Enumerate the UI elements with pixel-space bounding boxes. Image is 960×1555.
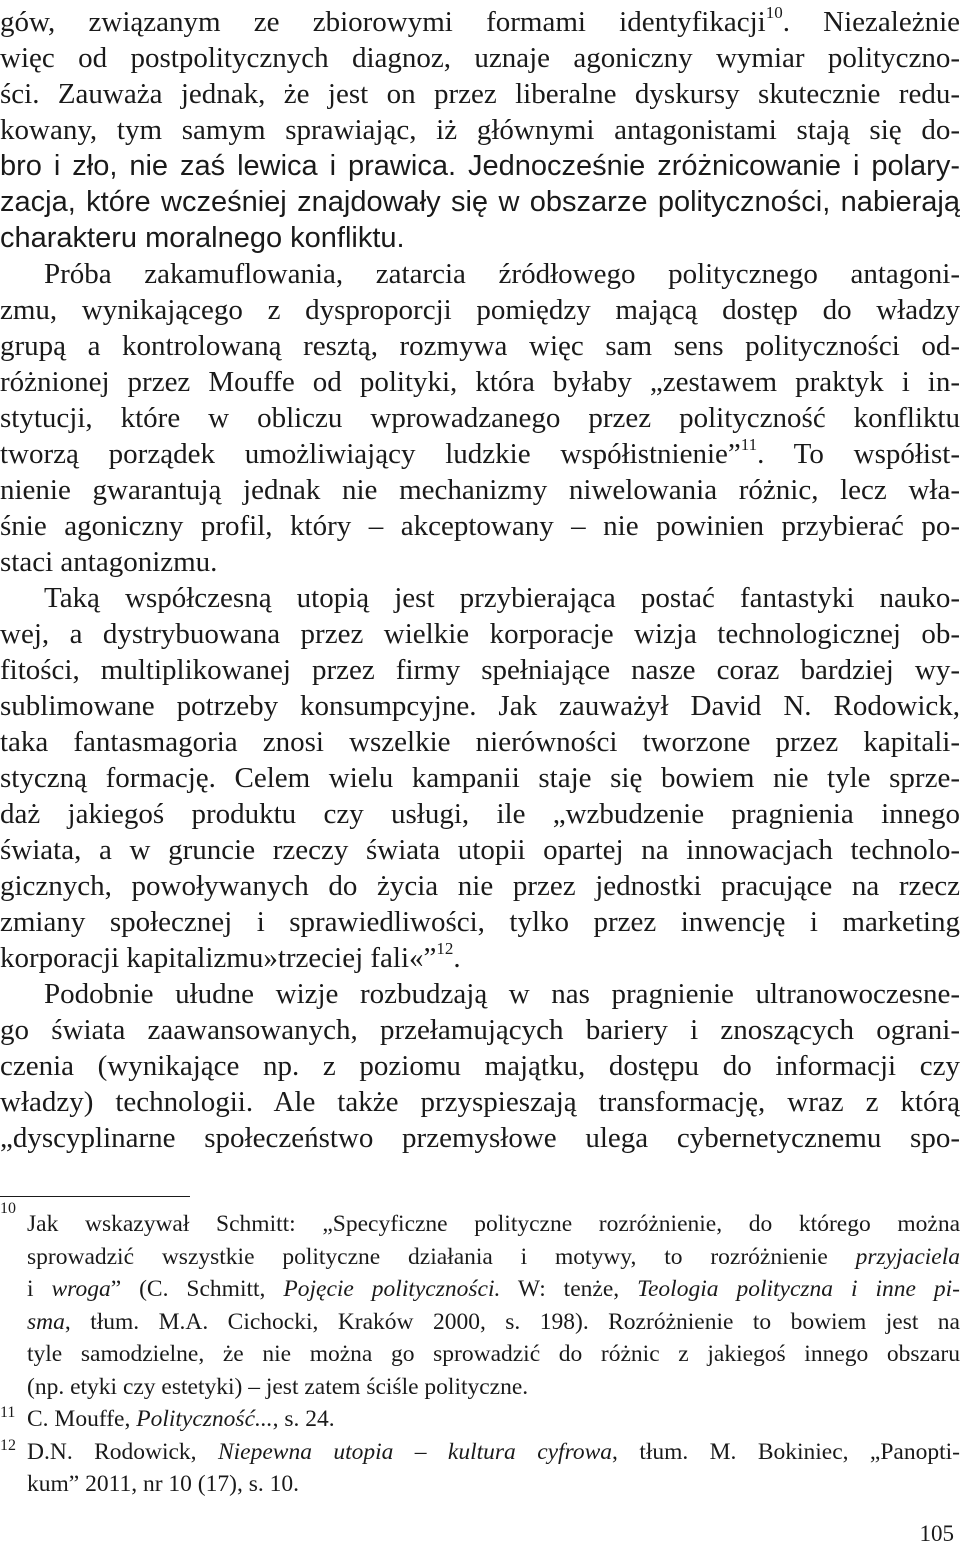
footnote-number: 11 — [0, 1404, 16, 1421]
text-line: wej, a dystrybuowana przez wielkie korporacje wizja technologicznej ob- — [0, 618, 960, 650]
paragraph-start: Próba zakamuflowania, zatarcia źródłowego politycznego antagoni- — [44, 258, 960, 290]
text-line: ści. Zauważa jednak, że jest on przez liberalne dyskursy skutecznie redu- — [0, 78, 960, 110]
text-line: czenia (wynikające np. z poziomu majątku, dostępu do informacji czy — [0, 1050, 960, 1082]
body-text — [0, 4, 960, 1156]
text-line: daż jakiegoś produktu czy usługi, ile „wzbudzenie pragnienia innego — [0, 798, 960, 830]
text-line: stytucji, które w obliczu wprowadzanego przez polityczność konfliktu — [0, 402, 960, 434]
footnote-line: (np. etyki czy estetyki) – jest zatem ściśle polityczne. — [27, 1373, 529, 1400]
footnote-line: i wroga” (C. Schmitt, Pojęcie polityczności. W: tenże, Teologia polityczna i inne pi- — [27, 1276, 960, 1302]
text-line: władzy) technologii. Ale także przyspieszają transformację, wraz z którą — [0, 1086, 960, 1118]
footnote-ref-12[interactable]: 12 — [436, 939, 454, 958]
text-line: taka fantasmagoria znosi wszelkie nierówności tworzone przez kapitali- — [0, 726, 960, 758]
text-line: bro i zło, nie zaś lewica i prawica. Jednocześnie zróżnicowanie i polary- — [0, 150, 960, 182]
footnote-12: 12 D.N. Rodowick, Niepewna utopia – kultura cyfrowa, tłum. M. Bokiniec, „Panopti- — [0, 1436, 960, 1465]
footnote-line: sma, tłum. M.A. Cichocki, Kraków 2000, s. 198). Rozróżnienie to bowiem jest na — [27, 1308, 960, 1335]
text-line: więc od postpolitycznych diagnoz, uznaje agoniczny wymiar polityczno- — [0, 42, 960, 74]
footnote-number: 12 — [0, 1436, 16, 1454]
text-line: charakteru moralnego konfliktu. — [0, 222, 405, 254]
paragraph-start: Podobnie ułudne wizje rozbudzają w nas pragnienie ultranowoczesne- — [44, 978, 960, 1010]
footnote-ref-11[interactable]: 11 — [740, 435, 758, 454]
paragraph-start: Taką współczesną utopią jest przybierająca postać fantastyki nauko- — [44, 582, 960, 614]
footnote-ref-10[interactable]: 10 — [765, 3, 783, 22]
text-line: zmu, wynikającego z dysproporcji pomiędzy mającą dostęp do władzy — [0, 294, 960, 326]
text-line: „dyscyplinarne społeczeństwo przemysłowe ulega cybernetycznemu spo- — [0, 1122, 960, 1154]
text-line: korporacji kapitalizmu»trzeciej fali«”$^{12}$. — [0, 939, 461, 974]
text-line: grupą a kontrolowaną resztą, rozmywa więc sam sens polityczności od- — [0, 330, 960, 362]
footnote-line: sprowadzić wszystkie polityczne działania i motywy, to rozróżnienie przyjaciela — [27, 1243, 960, 1270]
text-line: gów, związanym ze zbiorowymi formami identyfikacji$^{10}$. Niezależnie — [0, 3, 960, 38]
text-line: kowany, tym samym sprawiając, iż głównymi antagonistami stają się do- — [0, 114, 960, 146]
footnotes — [0, 1200, 960, 1501]
text-line: tworzą porządek umożliwiający ludzkie współistnienie”$^{11}$. To współist- — [0, 435, 960, 470]
text-line: nienie gwarantują jednak nie mechanizmy niwelowania różnic, lecz wła- — [0, 474, 960, 506]
text-line: go świata zaawansowanych, przełamujących bariery i znoszących ograni- — [0, 1014, 960, 1046]
text-line: gicznych, powoływanych do życia nie przez jednostki pracujące na rzecz — [0, 870, 960, 902]
text-line: świata, a w gruncie rzeczy świata utopii opartej na innowacjach technolo- — [0, 834, 960, 866]
footnote-10: 10 Jak wskazywał Schmitt: „Specyficzne polityczne rozróżnienie, do którego można — [0, 1200, 960, 1237]
text-line: staci antagonizmu. — [0, 546, 218, 578]
page-number: 105 — [919, 1521, 954, 1546]
footnote-number: 10 — [0, 1200, 16, 1217]
text-line: śnie agoniczny profil, który – akceptowany – nie powinien przybierać po- — [0, 510, 960, 542]
text-line: styczną formację. Celem wielu kampanii staje się bowiem nie tyle sprze- — [0, 762, 960, 794]
footnote-line: tyle samodzielne, że nie można go sprowadzić do różnic z jakiegoś innego obszaru — [27, 1341, 960, 1367]
text-line: fitości, multiplikowanej przez firmy spełniające nasze coraz bardziej wy- — [0, 654, 960, 686]
text-line: różnionej przez Mouffe od polityki, która byłaby „zestawem praktyk i in- — [0, 366, 960, 398]
footnote-separator — [0, 1196, 190, 1197]
footnote-11: 11 C. Mouffe, Polityczność..., s. 24. — [0, 1404, 335, 1432]
text-line: zacja, które wcześniej znajdowały się w obszarze polityczności, nabierają — [0, 186, 960, 218]
footnote-line: kum” 2011, nr 10 (17), s. 10. — [27, 1471, 299, 1497]
text-line: sublimowane potrzeby konsumpcyjne. Jak zauważył David N. Rodowick, — [0, 690, 960, 722]
text-line: zmiany społecznej i sprawiedliwości, tylko przez inwencję i marketing — [0, 906, 960, 938]
